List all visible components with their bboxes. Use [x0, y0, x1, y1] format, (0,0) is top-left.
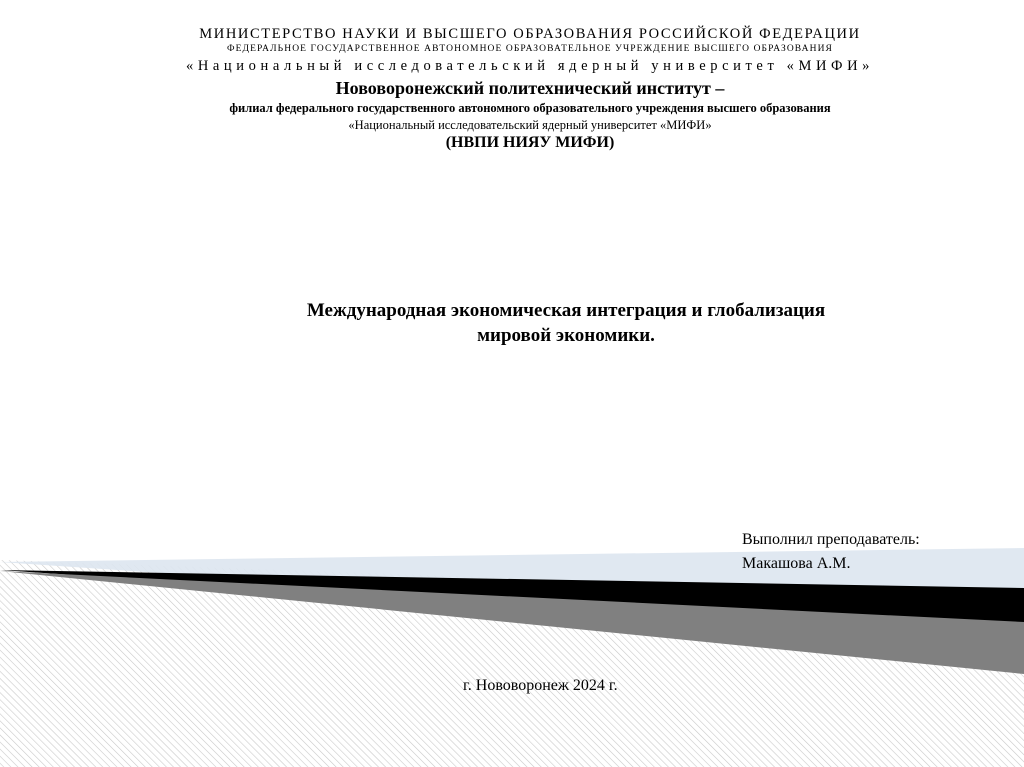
branch-description: филиал федерального государственного автономного образовательного учреждения высшего образования	[229, 101, 831, 115]
branch-university: «Национальный исследовательский ядерный университет «МИФИ»	[348, 118, 712, 132]
institute-abbreviation: (НВПИ НИЯУ МИФИ)	[445, 134, 615, 151]
federal-institution-line: ФЕДЕРАЛЬНОЕ ГОСУДАРСТВЕННОЕ АВТОНОМНОЕ ОБРАЗОВАТЕЛЬНОЕ УЧРЕЖДЕНИЕ ВЫСШЕГО ОБРАЗОВАНИЯ	[227, 44, 833, 54]
university-name: «Национальный исследовательский ядерный университет «МИФИ»	[185, 58, 875, 74]
presentation-title	[250, 298, 882, 348]
title-line-1: Международная экономическая интеграция и глобализация	[306, 300, 826, 321]
author-label: Выполнил преподаватель:	[742, 531, 920, 548]
author-name: Макашова А.М.	[742, 555, 851, 572]
institute-name: Нововоронежский политехнический институт –	[335, 78, 725, 98]
title-line-2: мировой экономики.	[477, 325, 655, 346]
ministry-heading: МИНИСТЕРСТВО НАУКИ И ВЫСШЕГО ОБРАЗОВАНИЯ РОССИЙСКОЙ ФЕДЕРАЦИИ	[199, 26, 861, 42]
city-year: г. Нововоронеж 2024 г.	[463, 677, 618, 694]
